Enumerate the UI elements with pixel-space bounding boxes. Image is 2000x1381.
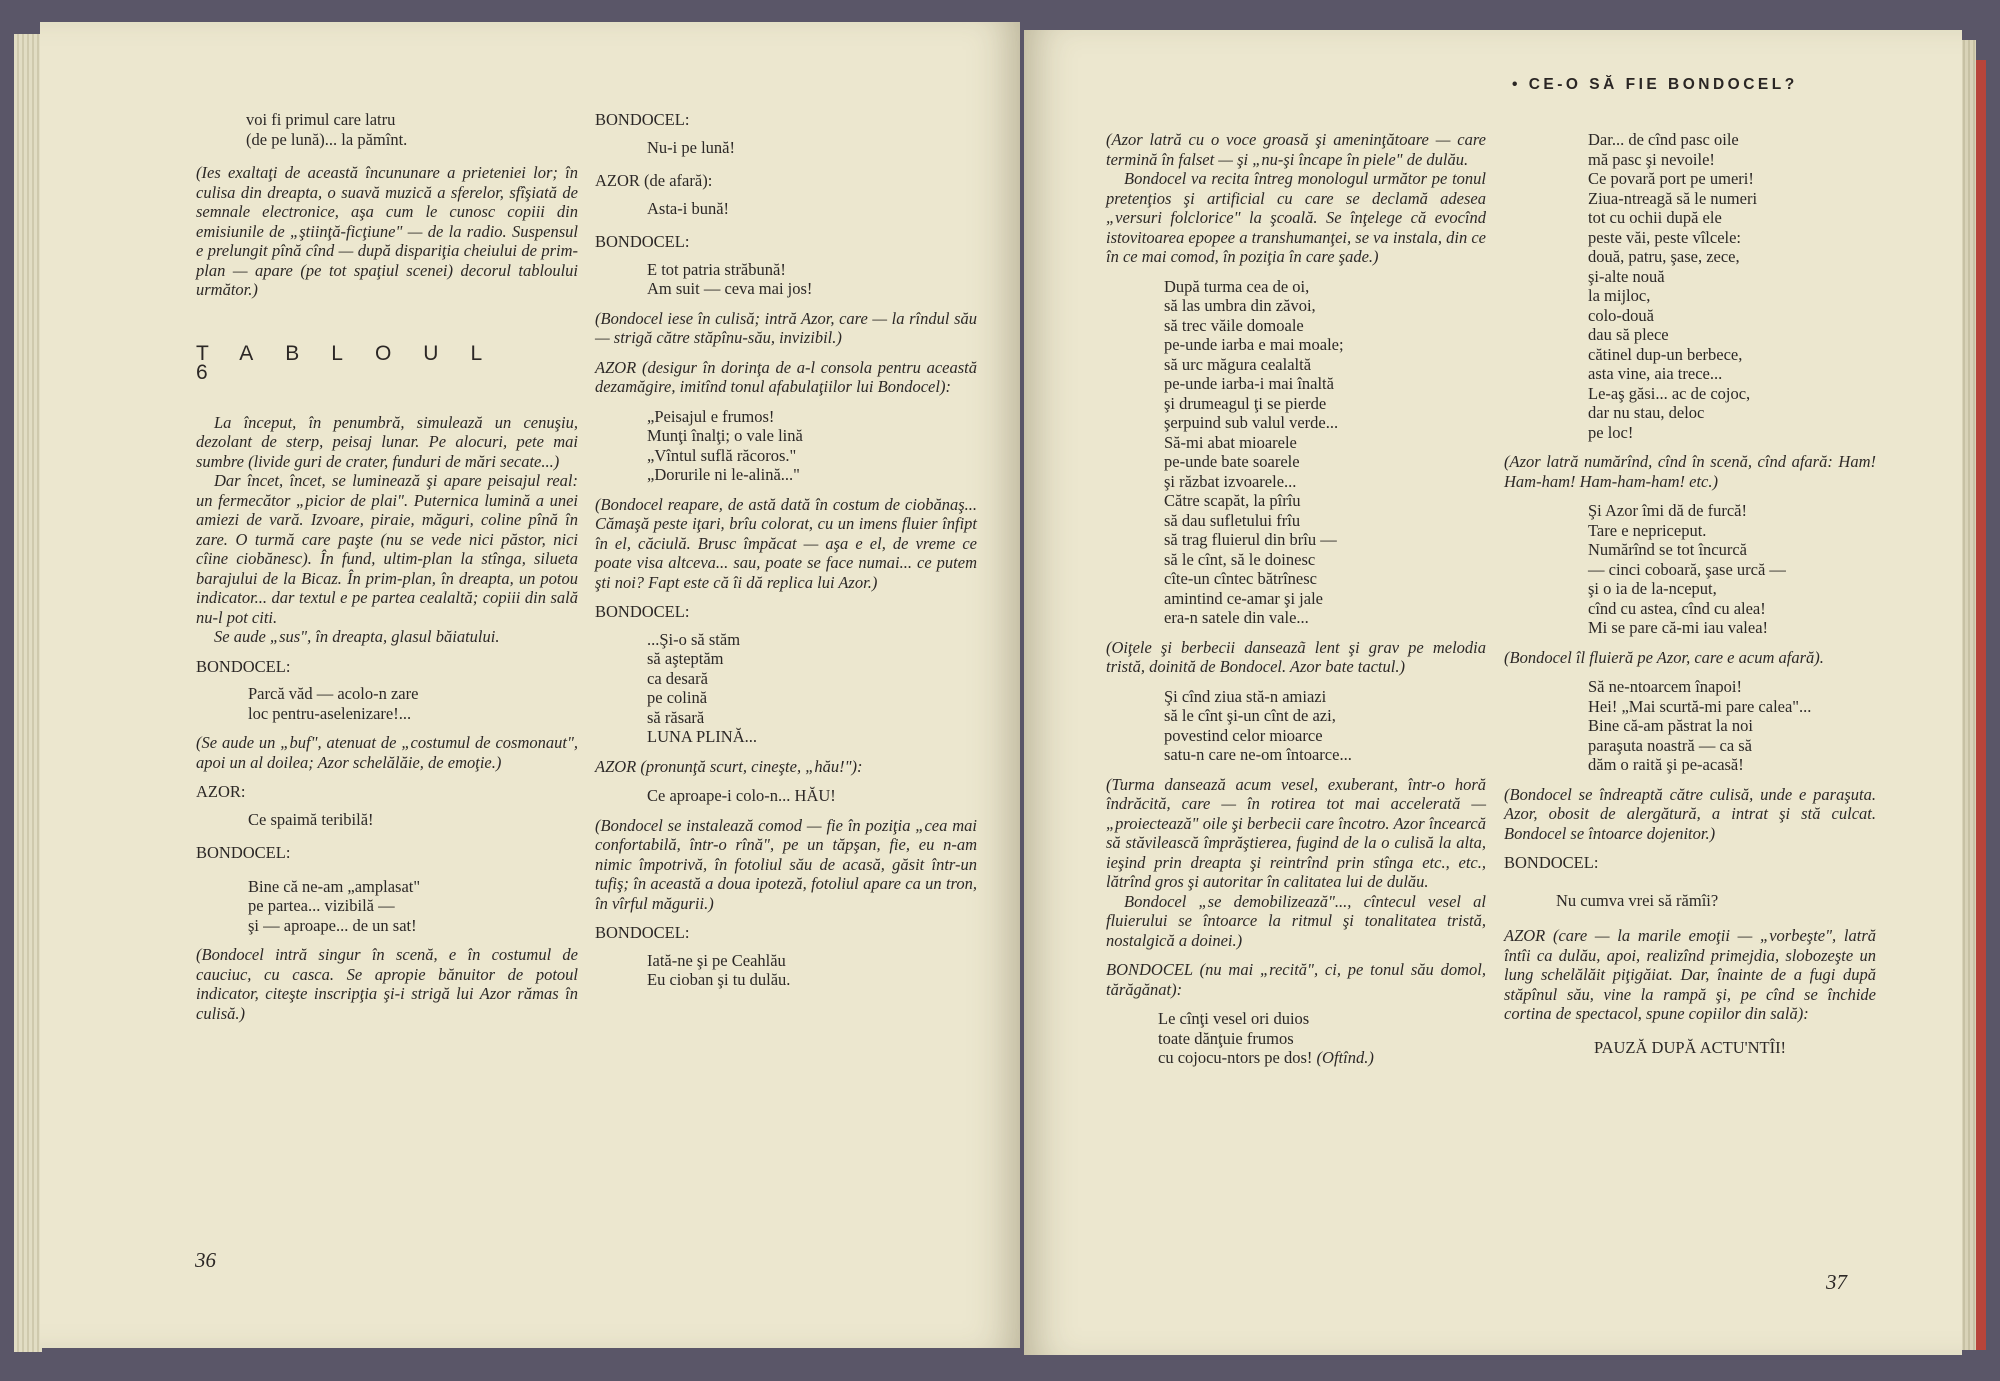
verse: Parcă văd — acolo-n zare loc pentru-aselenizare!... bbox=[248, 684, 419, 723]
right-page-edges bbox=[1960, 40, 1976, 1350]
stage-direction: (Bondocel se îndreaptă către culisă, unde e paraşuta. Azor, obosit de alergătură, a intrat şi stă culcat. Bondocel se întoarce dojenitor.) bbox=[1504, 784, 1876, 843]
stage-note: (Oftînd.) bbox=[1316, 1048, 1374, 1067]
stage-direction: Bondocel „se demobilizează"..., cîntecul vesel al fluierului se întoarce la ritmul şi tonalitatea tristă, nostalgică a doinei.) bbox=[1106, 891, 1486, 950]
speaker-with-direction: AZOR (care — la marile emoţii — „vorbeşte", latră întîi ca dulău, apoi, realizînd primejdia, slobozeşte un lung schelălăit piţigăiat. Dar, înainte de a fugi după stăpînul său, vine la rampă şi, pe cînd se închide cortina de spectacol, spune copiilor din sală): bbox=[1504, 926, 1876, 1023]
right-column-2 bbox=[1504, 130, 1876, 1067]
verse: Iată-ne şi pe Ceahlău Eu cioban şi tu dulău. bbox=[647, 950, 791, 989]
left-page-edges bbox=[14, 34, 42, 1352]
bookmark-ribbon bbox=[1976, 60, 1986, 1350]
speaker-name: BONDOCEL: bbox=[1504, 853, 1599, 872]
verse: voi fi primul care latru (de pe lună)... la pămînt. bbox=[246, 110, 408, 149]
verse: Bine că ne-am „amplasat" pe partea... vizibilă — şi — aproape... de un sat! bbox=[248, 876, 421, 935]
verse-block bbox=[1106, 1009, 1486, 1068]
left-page bbox=[40, 22, 1020, 1348]
verse: Le cînţi vesel ori duios toate dănţuie frumos cu cojocu-ntors pe dos! bbox=[1158, 1009, 1313, 1067]
verse: Să ne-ntoarcem înapoi! Hei! „Mai scurtă-mi pare calea"... Bine că-am păstrat la noi paraşuta noastră — ca să dăm o raită şi pe-acasă! bbox=[1588, 677, 1812, 774]
stage-direction: (Azor latră numărînd, cînd în scenă, cînd afară: Ham! Ham-ham! Ham-ham-ham! etc.) bbox=[1504, 452, 1876, 491]
speaker-name: BONDOCEL: bbox=[196, 843, 291, 862]
speaker-with-direction: BONDOCEL (nu mai „recită", ci, pe tonul său domol, tărăgănat): bbox=[1106, 960, 1486, 999]
verse: Ce spaimă teribilă! bbox=[248, 809, 374, 829]
verse: Nu-i pe lună! bbox=[647, 137, 735, 157]
speaker-name: AZOR: bbox=[196, 782, 246, 801]
stage-direction: Bondocel va recita întreg monologul următor pe tonul pretenţios şi artificial cu care se declamă adesea „versuri folclorice" la şcoală. Se înţelege că evocînd istovitoarea epopee a transhumanţei, se va instala, din ce în ce mai comod, în poziţia în care şade.) bbox=[1106, 169, 1486, 266]
verse: Nu cumva vrei să rămîi? bbox=[1556, 890, 1719, 910]
speaker-name: BONDOCEL: bbox=[595, 232, 690, 251]
stage-direction: (Bondocel se instalează comod — fie în poziţia „cea mai confortabilă, într-o rînă", pe un tăpşan, fie, eu n-am nimic împotrivă, în fotoliul său de acasă, găsit într-un tufiş; în această a doua ipoteză, fotoliul apare ca un tron, în vîrful măgurii.) bbox=[595, 815, 977, 913]
verse: ...Şi-o să stăm să aşteptăm ca desară pe colină să răsară LUNA PLINĂ... bbox=[647, 629, 757, 746]
speaker-name: BONDOCEL: bbox=[595, 110, 690, 129]
stage-direction: (Turma dansează acum vesel, exuberant, într-o horă îndrăcită, care — în rotirea tot mai accelerată — „proiectează" oile şi berbecii care încotro. Azor încearcă să stăvilească împrăştierea, fugind de la o culisă la alta, ieşind prin dreapta şi reintrînd prin stînga etc., etc., lătrînd gros şi autoritar în calitatea lui de dulău. bbox=[1106, 774, 1486, 891]
stage-direction: (Se aude un „buf", atenuat de „costumul de cosmonaut", apoi un al doilea; Azor schelălăie, de emoţie.) bbox=[196, 733, 578, 772]
stage-direction: (Bondocel reapare, de astă dată în costum de ciobănaş... Cămaşă peste iţari, brîu colorat, cu un imens fluier înfipt în el, căciulă. Brusc împăcat — aşa e el, de vreme ce poate visa altceva... sau, poate se face numai... ce putem şti noi? Fapt este că îi dă replica lui Azor.) bbox=[595, 494, 977, 592]
running-head: • CE-O SĂ FIE BONDOCEL? bbox=[1512, 76, 1798, 93]
stage-direction: Dar încet, încet, se luminează şi apare peisajul real: un fermecător „picior de plai". Puternica lumină a unei amiezi de vară. Izvoare, piraie, măguri, coline pînă în zare. O turmă care paşte (nu se vede nici păstor, nici cîine ciobănesc). În fund, ultim-plan la stînga, silueta barajului de la Bicaz. În prim-plan, în dreapta, un potou indicator... dar textul e pe partea cealaltă; copiii din sală nu-l pot citi. bbox=[196, 471, 578, 627]
left-column-1 bbox=[196, 110, 578, 1033]
verse: După turma cea de oi, să las umbra din zăvoi, să trec văile domoale pe-unde iarba e mai moale; să urc măgura cealaltă pe-unde iarba-i mai înaltă şi drumeagul ţi se pierde şerpuind sub valul verde... Să-mi abat mioarele pe-unde bate soarele şi răzbat izvoarele... Către scapăt, la pîrîu să dau sufletului frîu să trag fluierul din brîu — să le cînt, să le doinesc cîte-un cîntec bătrînesc amintind ce-amar şi jale era-n satele din vale... bbox=[1164, 276, 1344, 627]
stage-direction: (Ies exaltaţi de această încununare a prieteniei lor; în culisa din dreapta, o suavă muzică a sferelor, sfîşiată de semnale electronice, aşa cum le cunosc copiii din emisiunile de „ştiinţă-ficţiune" — de la radio. Suspensul e prelungit pînă cînd — după dispariţia cheiului de prim-plan — apare (pe tot spaţiul scenei) decorul tabloului următor.) bbox=[196, 163, 578, 299]
tableau-heading: TABLOUL 6 bbox=[196, 341, 514, 384]
speaker-with-direction: AZOR (desigur în dorinţa de a-l consola pentru această dezamăgire, imitînd tonul afabulaţiilor lui Bondocel): bbox=[595, 357, 977, 396]
stage-direction: (Azor latră cu o voce groasă şi ameninţătoare — care termină în falset — şi „nu-şi încape în piele" de dulău. bbox=[1106, 130, 1486, 169]
left-column-2 bbox=[595, 110, 977, 1000]
stage-direction: Se aude „sus", în dreapta, glasul băiatului. bbox=[214, 627, 500, 646]
act-end: PAUZĂ DUPĂ ACTU'NTÎI! bbox=[1593, 1037, 1787, 1057]
stage-direction: (Bondocel intră singur în scenă, e în costumul de cauciuc, cu casca. Se apropie bănuitor de potoul indicator, citeşte inscripţia şi-i strigă lui Azor rămas în culisă.) bbox=[196, 945, 578, 1023]
verse: „Peisajul e frumos! Munţi înalţi; o vale lină „Vîntul suflă răcoros." „Dorurile ni le-alină..." bbox=[647, 406, 803, 484]
verse: Dar... de cînd pasc oile mă pasc şi nevoile! Ce povară port pe umeri! Ziua-ntreagă să le numeri tot cu ochii după ele peste văi, peste vîlcele: două, patru, şase, zece, şi-alte nouă la mijloc, colo-două dau să plece cătinel dup-un berbece, asta vine, aia trece... Le-aş găsi... ac de cojoc, dar nu stau, deloc pe loc! bbox=[1588, 130, 1758, 442]
stage-direction: (Bondocel îl fluieră pe Azor, care e acum afară). bbox=[1504, 647, 1824, 667]
verse: Asta-i bună! bbox=[647, 198, 730, 218]
speaker-name: BONDOCEL: bbox=[595, 602, 690, 621]
stage-direction: (Bondocel iese în culisă; intră Azor, care — la rîndul său — strigă către stăpînu-său, invizibil.) bbox=[595, 308, 977, 347]
speaker-with-direction: AZOR (pronunţă scurt, cineşte, „hău!"): bbox=[595, 756, 863, 776]
verse: Şi cînd ziua stă-n amiazi să le cînt şi-un cînt de azi, povestind celor mioarce satu-n care ne-om întoarce... bbox=[1164, 686, 1352, 764]
page-number: 36 bbox=[195, 1248, 216, 1272]
verse: Şi Azor îmi dă de furcă! Tare e nepriceput. Numărînd se tot încurcă — cinci coboară, şase urcă — şi o ia de la-nceput, cînd cu astea, cînd cu alea! Mi se pare că-mi iau valea! bbox=[1588, 501, 1786, 637]
speaker-name: BONDOCEL: bbox=[595, 923, 690, 942]
stage-direction: (Oiţele şi berbecii danseazã lent şi grav pe melodia tristă, doinită de Bondocel. Azor bate tactul.) bbox=[1106, 637, 1486, 676]
right-page bbox=[1024, 30, 1962, 1355]
page-number: 37 bbox=[1826, 1270, 1847, 1294]
verse: Ce aproape-i colo-n... HĂU! bbox=[647, 786, 836, 805]
verse: E tot patria străbună! Am suit — ceva mai jos! bbox=[647, 259, 813, 298]
right-column-1 bbox=[1106, 130, 1486, 1078]
speaker-name: BONDOCEL: bbox=[196, 656, 291, 676]
stage-direction: La început, în penumbră, simulează un cenuşiu, dezolant de sterp, peisaj lunar. Pe alocuri, pete mai sumbre (livide guri de crater, funduri de mări secate...) bbox=[196, 412, 578, 471]
speaker-name: AZOR (de afară): bbox=[595, 171, 713, 190]
